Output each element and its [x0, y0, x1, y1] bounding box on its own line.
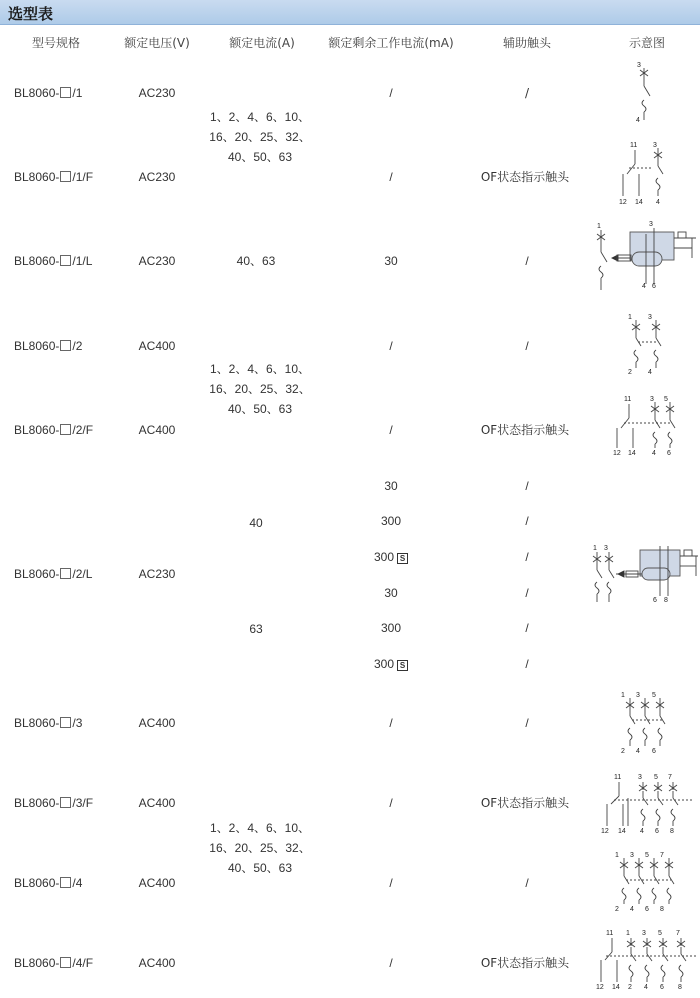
- residual-cell: /: [389, 86, 393, 100]
- svg-text:3: 3: [604, 545, 608, 552]
- wiring-diagram-3p: [616, 688, 672, 756]
- svg-text:7: 7: [668, 774, 672, 781]
- svg-text:8: 8: [678, 984, 682, 991]
- aux-cell: /: [524, 86, 530, 100]
- voltage-cell: AC400: [138, 716, 176, 730]
- residual-cell: 300: [380, 514, 402, 528]
- aux-cell: /: [525, 514, 529, 528]
- svg-text:12: 12: [619, 199, 627, 206]
- current-group-3: 1、2、4、6、10、 16、20、25、32、 40、50、63: [209, 821, 311, 875]
- aux-cell: /: [525, 550, 529, 564]
- header-voltage: 额定电压(V): [124, 36, 190, 50]
- s-badge: S: [397, 553, 408, 564]
- svg-text:1: 1: [597, 223, 601, 230]
- model-cell: BL8060- /3: [14, 716, 83, 730]
- placeholder-box: [60, 957, 71, 968]
- svg-text:8: 8: [660, 906, 664, 913]
- placeholder-box: [60, 424, 71, 435]
- wiring-diagram-3p-of: [598, 770, 698, 836]
- placeholder-box: [60, 877, 71, 888]
- svg-text:14: 14: [612, 984, 620, 991]
- voltage-cell: AC230: [138, 567, 176, 581]
- svg-text:11: 11: [606, 930, 614, 937]
- svg-text:6: 6: [653, 597, 657, 604]
- voltage-cell: AC230: [138, 254, 176, 268]
- svg-text:8: 8: [670, 828, 674, 835]
- model-cell: BL8060- /1: [14, 86, 83, 100]
- voltage-cell: AC400: [138, 423, 176, 437]
- residual-cell: 30: [384, 254, 398, 268]
- svg-text:4: 4: [648, 369, 652, 376]
- aux-cell: OF状态指示触头: [480, 423, 570, 437]
- svg-text:14: 14: [628, 450, 636, 457]
- residual-cell: /: [389, 170, 393, 184]
- svg-text:4: 4: [636, 117, 640, 124]
- title-bar: [0, 0, 700, 25]
- svg-text:3: 3: [636, 692, 640, 699]
- svg-text:3: 3: [642, 930, 646, 937]
- placeholder-box: [60, 171, 71, 182]
- wiring-diagram-2p-rcd: [590, 540, 700, 606]
- svg-text:4: 4: [644, 984, 648, 991]
- page-title: 选型表: [8, 5, 54, 23]
- svg-text:6: 6: [645, 906, 649, 913]
- svg-text:6: 6: [667, 450, 671, 457]
- svg-text:4: 4: [636, 748, 640, 755]
- model-cell: BL8060- /1/L: [14, 254, 93, 268]
- model-cell: BL8060- /2/F: [14, 423, 94, 437]
- placeholder-box: [60, 255, 71, 266]
- model-cell: BL8060- /2/L: [14, 567, 93, 581]
- svg-text:8: 8: [664, 597, 668, 604]
- residual-cell: /: [389, 716, 393, 730]
- svg-text:14: 14: [618, 828, 626, 835]
- svg-text:7: 7: [660, 852, 664, 859]
- aux-cell: /: [525, 657, 529, 671]
- s-badge: S: [397, 660, 408, 671]
- svg-text:3: 3: [653, 142, 657, 149]
- svg-text:1: 1: [628, 314, 632, 321]
- svg-text:3: 3: [638, 774, 642, 781]
- aux-cell: /: [525, 716, 529, 730]
- residual-cell: /: [389, 339, 393, 353]
- svg-text:11: 11: [614, 774, 622, 781]
- header-model: 型号规格: [31, 36, 81, 50]
- voltage-cell: AC400: [138, 339, 176, 353]
- wiring-diagram-4p: [610, 848, 680, 914]
- residual-cell: /: [389, 796, 393, 810]
- aux-cell: OF状态指示触头: [480, 170, 570, 184]
- svg-text:2: 2: [628, 984, 632, 991]
- svg-text:11: 11: [624, 396, 632, 403]
- svg-text:3: 3: [649, 221, 653, 228]
- model-cell: BL8060- /4/F: [14, 956, 94, 970]
- residual-cell: 300 S: [374, 657, 408, 671]
- aux-cell: /: [525, 876, 529, 890]
- placeholder-box: [60, 717, 71, 728]
- model-cell: BL8060- /4: [14, 876, 83, 890]
- model-cell: BL8060- /1/F: [14, 170, 94, 184]
- residual-cell: /: [389, 956, 393, 970]
- svg-text:2: 2: [628, 369, 632, 376]
- placeholder-box: [60, 87, 71, 98]
- svg-text:3: 3: [648, 314, 652, 321]
- aux-cell: /: [525, 254, 529, 268]
- current-cell: 40、63: [236, 254, 276, 268]
- model-cell: BL8060- /3/F: [14, 796, 94, 810]
- svg-text:2: 2: [621, 748, 625, 755]
- residual-cell: 30: [384, 479, 398, 493]
- svg-text:1: 1: [593, 545, 597, 552]
- current-cell: 63: [249, 622, 263, 636]
- svg-text:1: 1: [626, 930, 630, 937]
- svg-text:5: 5: [645, 852, 649, 859]
- svg-text:1: 1: [615, 852, 619, 859]
- svg-text:1: 1: [621, 692, 625, 699]
- svg-text:3: 3: [637, 62, 641, 69]
- svg-text:2: 2: [615, 906, 619, 913]
- svg-text:4: 4: [652, 450, 656, 457]
- svg-text:6: 6: [660, 984, 664, 991]
- placeholder-box: [60, 568, 71, 579]
- current-cell: 40: [249, 516, 263, 530]
- residual-cell: 300 S: [374, 550, 408, 564]
- current-group-1: 1、2、4、6、10、 16、20、25、32、 40、50、63: [209, 110, 311, 164]
- aux-cell: /: [525, 586, 529, 600]
- header-aux: 辅助触头: [502, 36, 552, 50]
- svg-text:5: 5: [652, 692, 656, 699]
- voltage-cell: AC230: [138, 86, 176, 100]
- current-group-2: 1、2、4、6、10、 16、20、25、32、 40、50、63: [209, 362, 311, 416]
- aux-cell: /: [525, 339, 529, 353]
- svg-text:11: 11: [630, 142, 638, 149]
- wiring-diagram-4p-of: [596, 926, 700, 992]
- svg-text:4: 4: [630, 906, 634, 913]
- aux-cell: /: [525, 479, 529, 493]
- residual-cell: /: [389, 423, 393, 437]
- svg-text:4: 4: [640, 828, 644, 835]
- svg-text:4: 4: [642, 283, 646, 290]
- residual-cell: /: [389, 876, 393, 890]
- residual-cell: 300: [380, 621, 402, 635]
- aux-cell: OF状态指示触头: [480, 796, 570, 810]
- svg-text:12: 12: [613, 450, 621, 457]
- header-current: 额定电流(A): [229, 36, 295, 50]
- svg-text:6: 6: [652, 283, 656, 290]
- svg-text:5: 5: [658, 930, 662, 937]
- voltage-cell: AC230: [138, 170, 176, 184]
- svg-text:7: 7: [676, 930, 680, 937]
- residual-cell: 30: [384, 586, 398, 600]
- svg-text:6: 6: [652, 748, 656, 755]
- aux-cell: OF状态指示触头: [480, 956, 570, 970]
- svg-text:5: 5: [654, 774, 658, 781]
- svg-text:12: 12: [601, 828, 609, 835]
- svg-text:5: 5: [664, 396, 668, 403]
- wiring-diagram-1p-rcd: [592, 218, 700, 292]
- svg-text:3: 3: [630, 852, 634, 859]
- voltage-cell: AC400: [138, 956, 176, 970]
- wiring-diagram-1p: [630, 60, 660, 126]
- aux-cell: /: [525, 621, 529, 635]
- svg-text:4: 4: [656, 199, 660, 206]
- wiring-diagram-2p: [622, 310, 668, 376]
- model-cell: BL8060- /2: [14, 339, 83, 353]
- voltage-cell: AC400: [138, 796, 176, 810]
- svg-text:6: 6: [655, 828, 659, 835]
- svg-text:14: 14: [635, 199, 643, 206]
- svg-text:12: 12: [596, 984, 604, 991]
- header-residual: 额定剩余工作电流(mA): [328, 36, 454, 50]
- placeholder-box: [60, 797, 71, 808]
- wiring-diagram-2p-of: [610, 392, 686, 458]
- wiring-diagram-1p-of: [615, 138, 675, 206]
- header-diagram: 示意图: [628, 36, 666, 50]
- placeholder-box: [60, 340, 71, 351]
- voltage-cell: AC400: [138, 876, 176, 890]
- svg-text:3: 3: [650, 396, 654, 403]
